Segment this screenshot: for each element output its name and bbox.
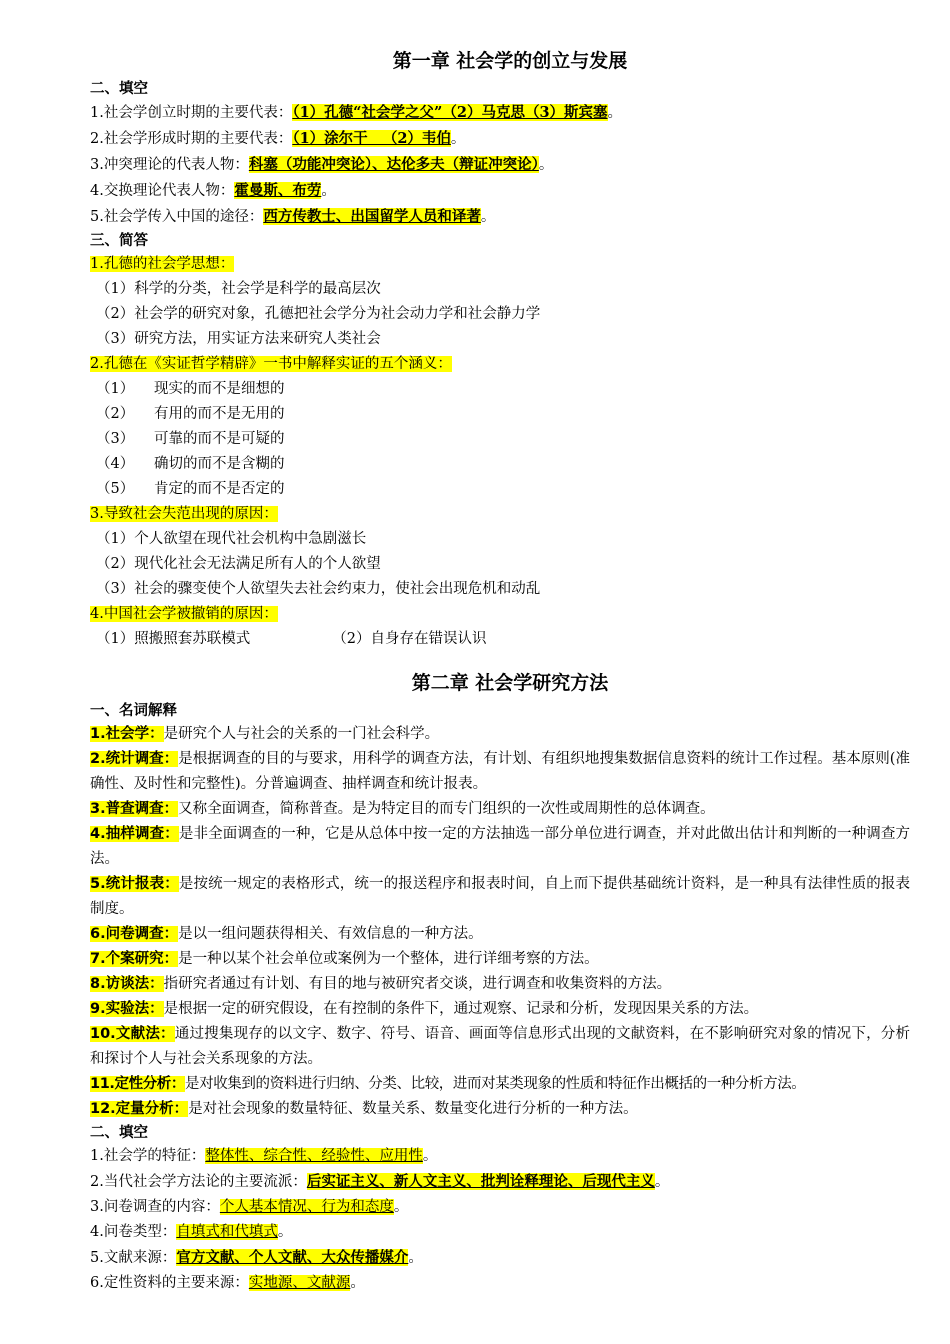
- list-item: （1）科学的分类，社会学是科学的最高层次: [96, 281, 381, 297]
- definition-item: 10.文献法：通过搜集现存的以文字、数字、符号、语音、画面等信息形式出现的文献资料，在不影响研究对象的情况下，分析和探讨个人与社会关系现象的方法。: [90, 1026, 910, 1067]
- fill-answer: 整体性、综合性、经验性、应用性: [205, 1148, 423, 1164]
- fill-answer: 个人基本情况、行为和态度: [219, 1199, 394, 1215]
- short-question-title: 4.中国社会学被撤销的原因：: [90, 606, 278, 622]
- ch1-fill-item: 3.冲突理论的代表人物：科塞（功能冲突论）、达伦多夫（辩证冲突论）。: [90, 156, 554, 173]
- list-item: （1）照搬照套苏联模式 （2）自身存在错误认识: [96, 631, 487, 647]
- ch2-fill-item: 3.问卷调查的内容：个人基本情况、行为和态度。: [90, 1199, 409, 1215]
- definition-term: 6.问卷调查：: [90, 926, 179, 942]
- ch2-fill-item: 1.社会学的特征：整体性、综合性、经验性、应用性。: [90, 1148, 438, 1164]
- definition-item: 12.定量分析：是对社会现象的数量特征、数量关系、数量变化进行分析的一种方法。: [90, 1101, 638, 1117]
- chapter-1-title: 第一章 社会学的创立与发展: [392, 50, 628, 72]
- definition-item: 1.社会学：是研究个人与社会的关系的一门社会科学。: [90, 726, 440, 742]
- ch1-short-heading: 三、简答: [90, 233, 148, 249]
- definition-term: 9.实验法：: [90, 1001, 164, 1017]
- definition-item: 11.定性分析：是对收集到的资料进行归纳、分类、比较，进而对某类现象的性质和特征作出概括的一种分析方法。: [90, 1076, 806, 1092]
- fill-answer: 自填式和代填式: [176, 1224, 278, 1240]
- ch1-fill-item: 1.社会学创立时期的主要代表：（1）孔德“社会学之父”（2）马克思（3）斯宾塞。: [90, 104, 623, 121]
- ch2-definition-heading: 一、名词解释: [90, 703, 177, 719]
- definition-term: 10.文献法：: [90, 1026, 175, 1042]
- short-question-title: 2.孔德在《实证哲学精辟》一书中解释实证的五个涵义：: [90, 356, 452, 372]
- list-item: （2）社会学的研究对象，孔德把社会学分为社会动力学和社会静力学: [96, 306, 541, 322]
- ch1-fill-item: 4.交换理论代表人物：霍曼斯、布劳。: [90, 182, 336, 199]
- list-item: （4） 确切的而不是含糊的: [96, 456, 285, 472]
- definition-item: 9.实验法：是根据一定的研究假设，在有控制的条件下，通过观察、记录和分析，发现因果关系的方法。: [90, 1001, 759, 1017]
- short-question-title: 3.导致社会失范出现的原因：: [90, 506, 278, 522]
- fill-answer: 科塞（功能冲突论）、达伦多夫（辩证冲突论）: [248, 156, 539, 173]
- ch2-fill-item: 6.定性资料的主要来源：实地源、文献源。: [90, 1275, 365, 1291]
- list-item: （3）社会的骤变使个人欲望失去社会约束力，使社会出现危机和动乱: [96, 581, 541, 597]
- definition-item: 5.统计报表：是按统一规定的表格形式，统一的报送程序和报表时间，自上而下提供基础统计资料，是一种具有法律性质的报表制度。: [90, 876, 910, 917]
- definition-item: 8.访谈法：指研究者通过有计划、有目的地与被研究者交谈，进行调查和收集资料的方法。: [90, 976, 672, 992]
- definition-term: 11.定性分析：: [90, 1076, 185, 1092]
- ch2-fill-item: 4.问卷类型：自填式和代填式。: [90, 1224, 293, 1240]
- list-item: （3） 可靠的而不是可疑的: [96, 431, 285, 447]
- list-item: （3）研究方法，用实证方法来研究人类社会: [96, 331, 381, 347]
- definition-term: 8.访谈法：: [90, 976, 164, 992]
- ch2-fill-item: 5.文献来源：官方文献、个人文献、大众传播媒介。: [90, 1249, 423, 1266]
- fill-answer: 西方传教士、出国留学人员和译著: [263, 208, 481, 225]
- list-item: （5） 肯定的而不是否定的: [96, 481, 285, 497]
- ch2-fill-heading: 二、填空: [90, 1125, 148, 1141]
- fill-answer: （1）涂尔干 （2）韦伯: [292, 130, 451, 147]
- list-item: （1） 现实的而不是细想的: [96, 381, 285, 397]
- definition-term: 12.定量分析：: [90, 1101, 189, 1117]
- definition-item: 6.问卷调查：是以一组问题获得相关、有效信息的一种方法。: [90, 926, 483, 942]
- list-item: （2）现代化社会无法满足所有人的个人欲望: [96, 556, 381, 572]
- ch1-fill-heading: 二、填空: [90, 81, 148, 97]
- definition-item: 4.抽样调查：是非全面调查的一种，它是从总体中按一定的方法抽选一部分单位进行调查，并对此做出估计和判断的一种调查方法。: [90, 826, 910, 867]
- ch1-fill-item: 5.社会学传入中国的途径：西方传教士、出国留学人员和译著。: [90, 208, 496, 225]
- document-page: [90, 44, 910, 1296]
- definition-term: 7.个案研究：: [90, 951, 179, 967]
- definition-term: 4.抽样调查：: [90, 826, 179, 842]
- fill-answer: （1）孔德“社会学之父”（2）马克思（3）斯宾塞: [292, 104, 608, 121]
- fill-answer: 官方文献、个人文献、大众传播媒介: [176, 1249, 409, 1266]
- definition-term: 5.统计报表：: [90, 876, 179, 892]
- ch2-fill-item: 2.当代社会学方法论的主要流派：后实证主义、新人文主义、批判诠释理论、后现代主义。: [90, 1173, 670, 1190]
- chapter-2-title: 第二章 社会学研究方法: [411, 672, 609, 694]
- list-item: （2） 有用的而不是无用的: [96, 406, 285, 422]
- definition-term: 3.普查调查：: [90, 801, 179, 817]
- definition-item: 3.普查调查：又称全面调查，简称普查。是为特定目的而专门组织的一次性或周期性的总体调查。: [90, 801, 715, 817]
- definition-item: 7.个案研究：是一种以某个社会单位或案例为一个整体，进行详细考察的方法。: [90, 951, 599, 967]
- ch1-fill-item: 2.社会学形成时期的主要代表：（1）涂尔干 （2）韦伯。: [90, 130, 466, 147]
- fill-answer: 实地源、文献源: [248, 1275, 351, 1291]
- list-item: （1）个人欲望在现代社会机构中急剧滋长: [96, 531, 367, 547]
- definition-term: 1.社会学：: [90, 726, 164, 742]
- fill-answer: 霍曼斯、布劳: [234, 182, 322, 199]
- definition-item: 2.统计调查：是根据调查的目的与要求，用科学的调查方法，有计划、有组织地搜集数据信息资料的统计工作过程。基本原则(准确性、及时性和完整性)。分普遍调查、抽样调查和统计报表。: [90, 751, 910, 792]
- fill-answer: 后实证主义、新人文主义、批判诠释理论、后现代主义: [306, 1173, 655, 1190]
- definition-term: 2.统计调查：: [90, 751, 179, 767]
- short-question-title: 1.孔德的社会学思想：: [90, 256, 235, 272]
